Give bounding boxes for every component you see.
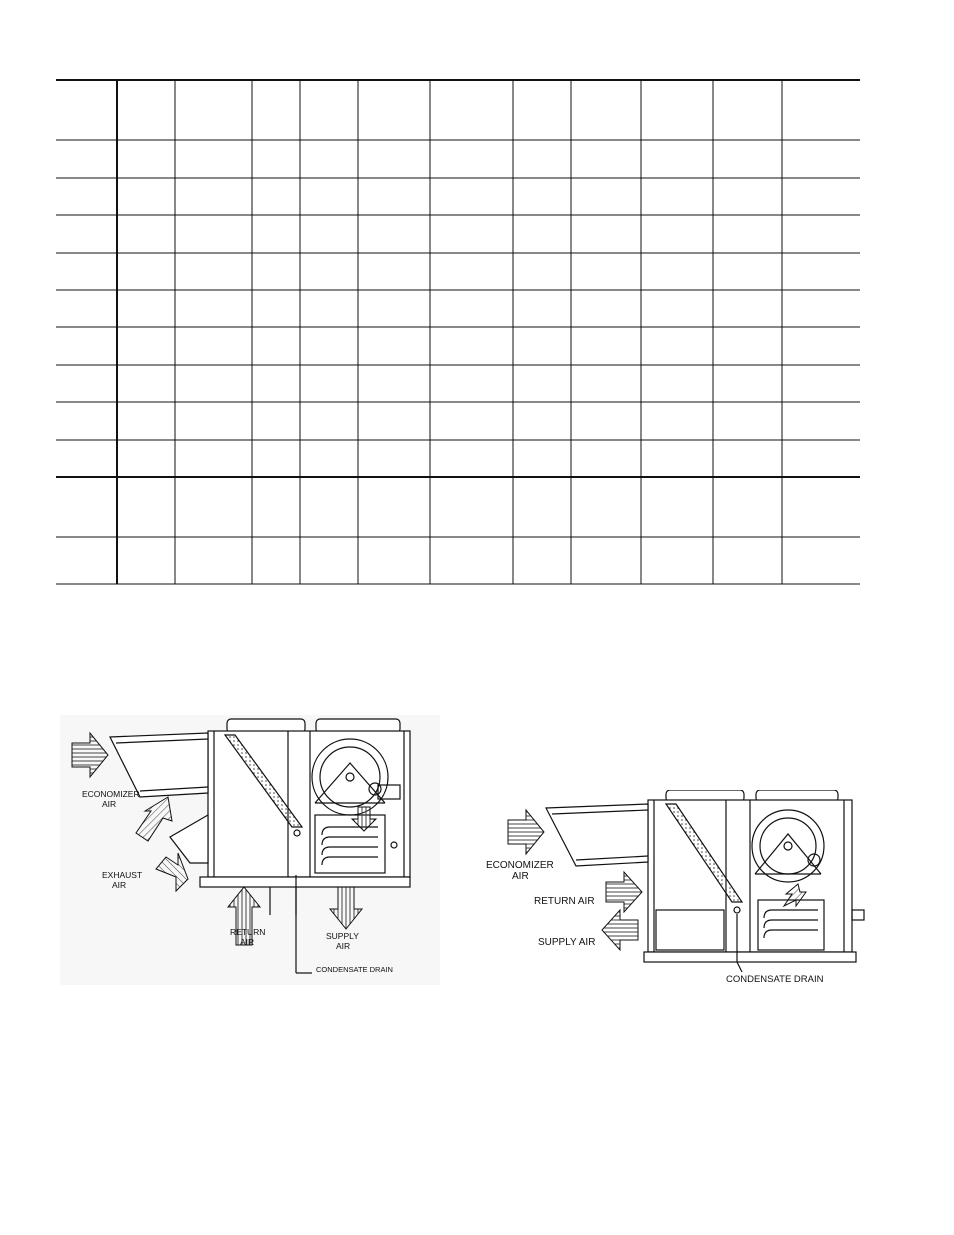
label-exhaust-air-1: EXHAUST: [102, 870, 143, 880]
label-return-air: RETURN AIR: [534, 896, 595, 907]
base-rail: [200, 877, 410, 887]
label-economizer-air-2: AIR: [512, 871, 529, 882]
label-exhaust-air-2: AIR: [112, 880, 127, 890]
label-condensate-drain: CONDENSATE DRAIN: [316, 965, 393, 974]
return-air-arrow: [606, 872, 642, 912]
supply-air-arrow: [602, 910, 638, 950]
label-return-air-2: AIR: [240, 937, 255, 947]
label-supply-air-2: AIR: [336, 941, 351, 951]
label-condensate-drain: CONDENSATE DRAIN: [726, 974, 824, 985]
base-rail: [644, 952, 856, 962]
economizer-horizontal-diagram: [480, 790, 870, 990]
label-supply-air-1: SUPPLY: [326, 931, 359, 941]
label-supply-air: SUPPLY AIR: [538, 937, 596, 948]
label-return-air-1: RETURN: [230, 927, 266, 937]
economizer-air-arrow: [508, 810, 544, 854]
label-economizer-air-1: ECONOMIZER: [82, 789, 140, 799]
specification-table-grid: [0, 0, 954, 600]
label-economizer-air-2: AIR: [102, 799, 117, 809]
label-economizer-air-1: ECONOMIZER: [486, 860, 554, 871]
economizer-vertical-diagram: [60, 715, 440, 985]
